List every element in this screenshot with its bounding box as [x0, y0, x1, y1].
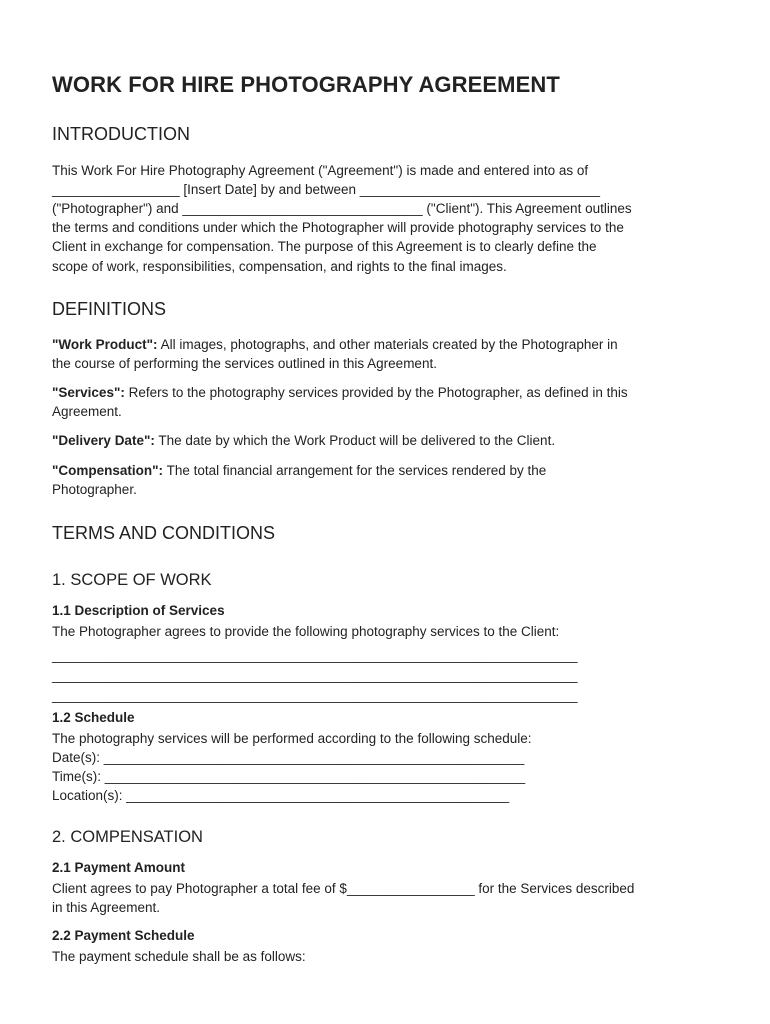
intro-line: ("Photographer") and ________________________________ ("Client"). This Agreement outlines	[52, 201, 632, 216]
definition-text: All images, photographs, and other materials created by the Photographer in	[157, 337, 618, 352]
definition-text: Refers to the photography services provided by the Photographer, as defined in this	[124, 385, 628, 400]
definition-text: Agreement.	[52, 404, 122, 419]
blank-line: ______________________________________________________________________	[52, 648, 578, 663]
terms-heading: TERMS AND CONDITIONS	[52, 523, 276, 543]
scope-of-work-heading: 1. SCOPE OF WORK	[52, 571, 212, 589]
definition-services	[52, 383, 628, 403]
intro-line: _________________ [Insert Date] by and between ________________________________	[52, 182, 601, 197]
definition-term: "Compensation":	[52, 463, 164, 478]
blank-line: ______________________________________________________________________	[52, 688, 578, 703]
schedule-date-line: Date(s): ________________________________________________________	[52, 750, 525, 765]
payment-amount-heading: 2.1 Payment Amount	[52, 860, 186, 875]
definition-text: The total financial arrangement for the services rendered by the	[163, 463, 547, 478]
intro-line: This Work For Hire Photography Agreement ("Agreement") is made and entered into as of	[52, 163, 589, 178]
definition-text: the course of performing the services outlined in this Agreement.	[52, 356, 437, 371]
intro-line: Client in exchange for compensation. The purpose of this Agreement is to clearly define the	[52, 239, 597, 254]
compensation-heading: 2. COMPENSATION	[52, 828, 203, 846]
introduction-heading: INTRODUCTION	[52, 124, 190, 144]
description-of-services-heading: 1.1 Description of Services	[52, 603, 225, 618]
definition-compensation	[52, 461, 546, 481]
payment-amount-text: in this Agreement.	[52, 900, 161, 915]
intro-line: the terms and conditions under which the Photographer will provide photography services to the	[52, 220, 624, 235]
schedule-heading: 1.2 Schedule	[52, 710, 135, 725]
definition-term: "Services":	[52, 385, 125, 400]
document-title: WORK FOR HIRE PHOTOGRAPHY AGREEMENT	[52, 72, 560, 97]
schedule-location-line: Location(s): ___________________________________________________	[52, 788, 510, 803]
intro-line: scope of work, responsibilities, compensation, and rights to the final images.	[52, 259, 507, 274]
definition-delivery-date	[52, 431, 555, 451]
definition-text: The date by which the Work Product will be delivered to the Client.	[154, 433, 556, 448]
blank-line: ______________________________________________________________________	[52, 668, 578, 683]
payment-amount-text: Client agrees to pay Photographer a total fee of $_________________ for the Services described	[52, 881, 635, 896]
definition-term: "Work Product":	[52, 337, 158, 352]
payment-schedule-text: The payment schedule shall be as follows:	[52, 949, 306, 964]
description-intro: The Photographer agrees to provide the following photography services to the Client:	[52, 624, 560, 639]
definition-term: "Delivery Date":	[52, 433, 155, 448]
definition-work-product	[52, 335, 618, 355]
definitions-heading: DEFINITIONS	[52, 299, 167, 319]
payment-schedule-heading: 2.2 Payment Schedule	[52, 928, 195, 943]
schedule-intro: The photography services will be performed according to the following schedule:	[52, 731, 532, 746]
definition-text: Photographer.	[52, 482, 137, 497]
schedule-time-line: Time(s): ________________________________________________________	[52, 769, 526, 784]
